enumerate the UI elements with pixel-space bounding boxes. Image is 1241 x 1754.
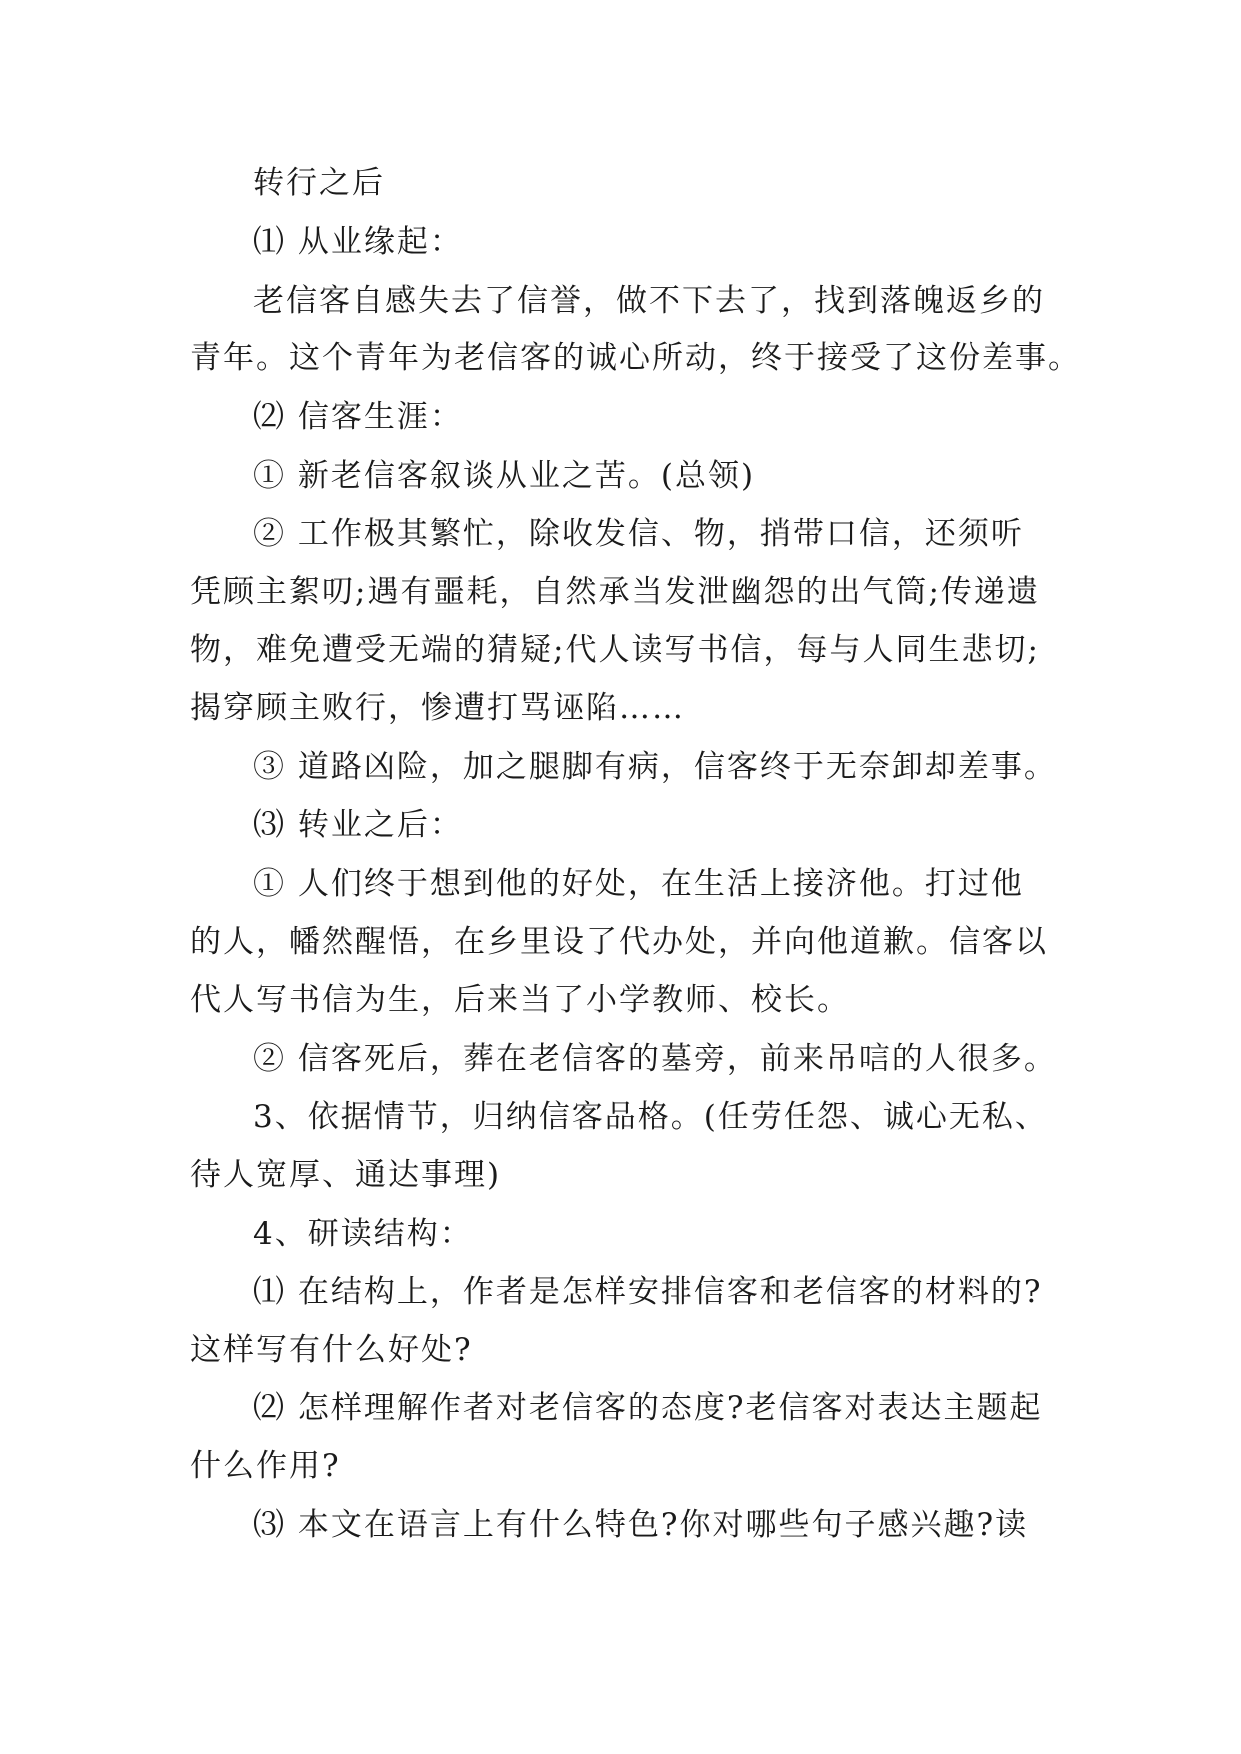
paragraph-line: ② 工作极其繁忙，除收发信、物，捎带口信，还须听 xyxy=(253,516,1024,552)
paragraph-line: ⑵ 信客生涯： xyxy=(253,399,463,435)
paragraph-line: ⑴ 从业缘起： xyxy=(253,224,463,260)
paragraph-line: ⑴ 在结构上，作者是怎样安排信客和老信客的材料的? xyxy=(253,1274,1043,1310)
paragraph-line: 代人写书信为生，后来当了小学教师、校长。 xyxy=(190,982,850,1018)
paragraph-line: ⑵ 怎样理解作者对老信客的态度?老信客对表达主题起 xyxy=(253,1390,1043,1426)
paragraph-line: ③ 道路凶险，加之腿脚有病，信客终于无奈卸却差事。 xyxy=(253,749,1057,785)
paragraph-line: 4、研读结构： xyxy=(253,1216,473,1252)
paragraph-line: 物，难免遭受无端的猜疑;代人读写书信，每与人同生悲切; xyxy=(190,632,1040,668)
paragraph-line: ⑶ 本文在语言上有什么特色?你对哪些句子感兴趣?读 xyxy=(253,1507,1029,1543)
paragraph-line: ⑶ 转业之后： xyxy=(253,807,463,843)
paragraph-line: 揭穿顾主败行，惨遭打骂诬陷…… xyxy=(190,690,685,726)
paragraph-line: ① 新老信客叙谈从业之苦。(总领) xyxy=(253,458,756,494)
paragraph-line: 这样写有什么好处? xyxy=(190,1332,473,1368)
paragraph-line: 青年。这个青年为老信客的诚心所动，终于接受了这份差事。 xyxy=(190,340,1081,376)
paragraph-line: 老信客自感失去了信誉，做不下去了，找到落魄返乡的 xyxy=(253,283,1045,319)
paragraph-line: ① 人们终于想到他的好处，在生活上接济他。打过他 xyxy=(253,866,1024,902)
paragraph-line: 3、依据情节，归纳信客品格。(任劳任怨、诚心无私、 xyxy=(253,1099,1048,1135)
paragraph-line: 待人宽厚、通达事理) xyxy=(190,1157,502,1193)
paragraph-line: ② 信客死后，葬在老信客的墓旁，前来吊唁的人很多。 xyxy=(253,1041,1057,1077)
paragraph-line: 转行之后 xyxy=(253,165,385,201)
paragraph-line: 的人，幡然醒悟，在乡里设了代办处，并向他道歉。信客以 xyxy=(190,924,1048,960)
paragraph-line: 凭顾主絮叨;遇有噩耗，自然承当发泄幽怨的出气筒;传递遗 xyxy=(190,574,1040,610)
paragraph-line: 什么作用? xyxy=(190,1448,341,1484)
